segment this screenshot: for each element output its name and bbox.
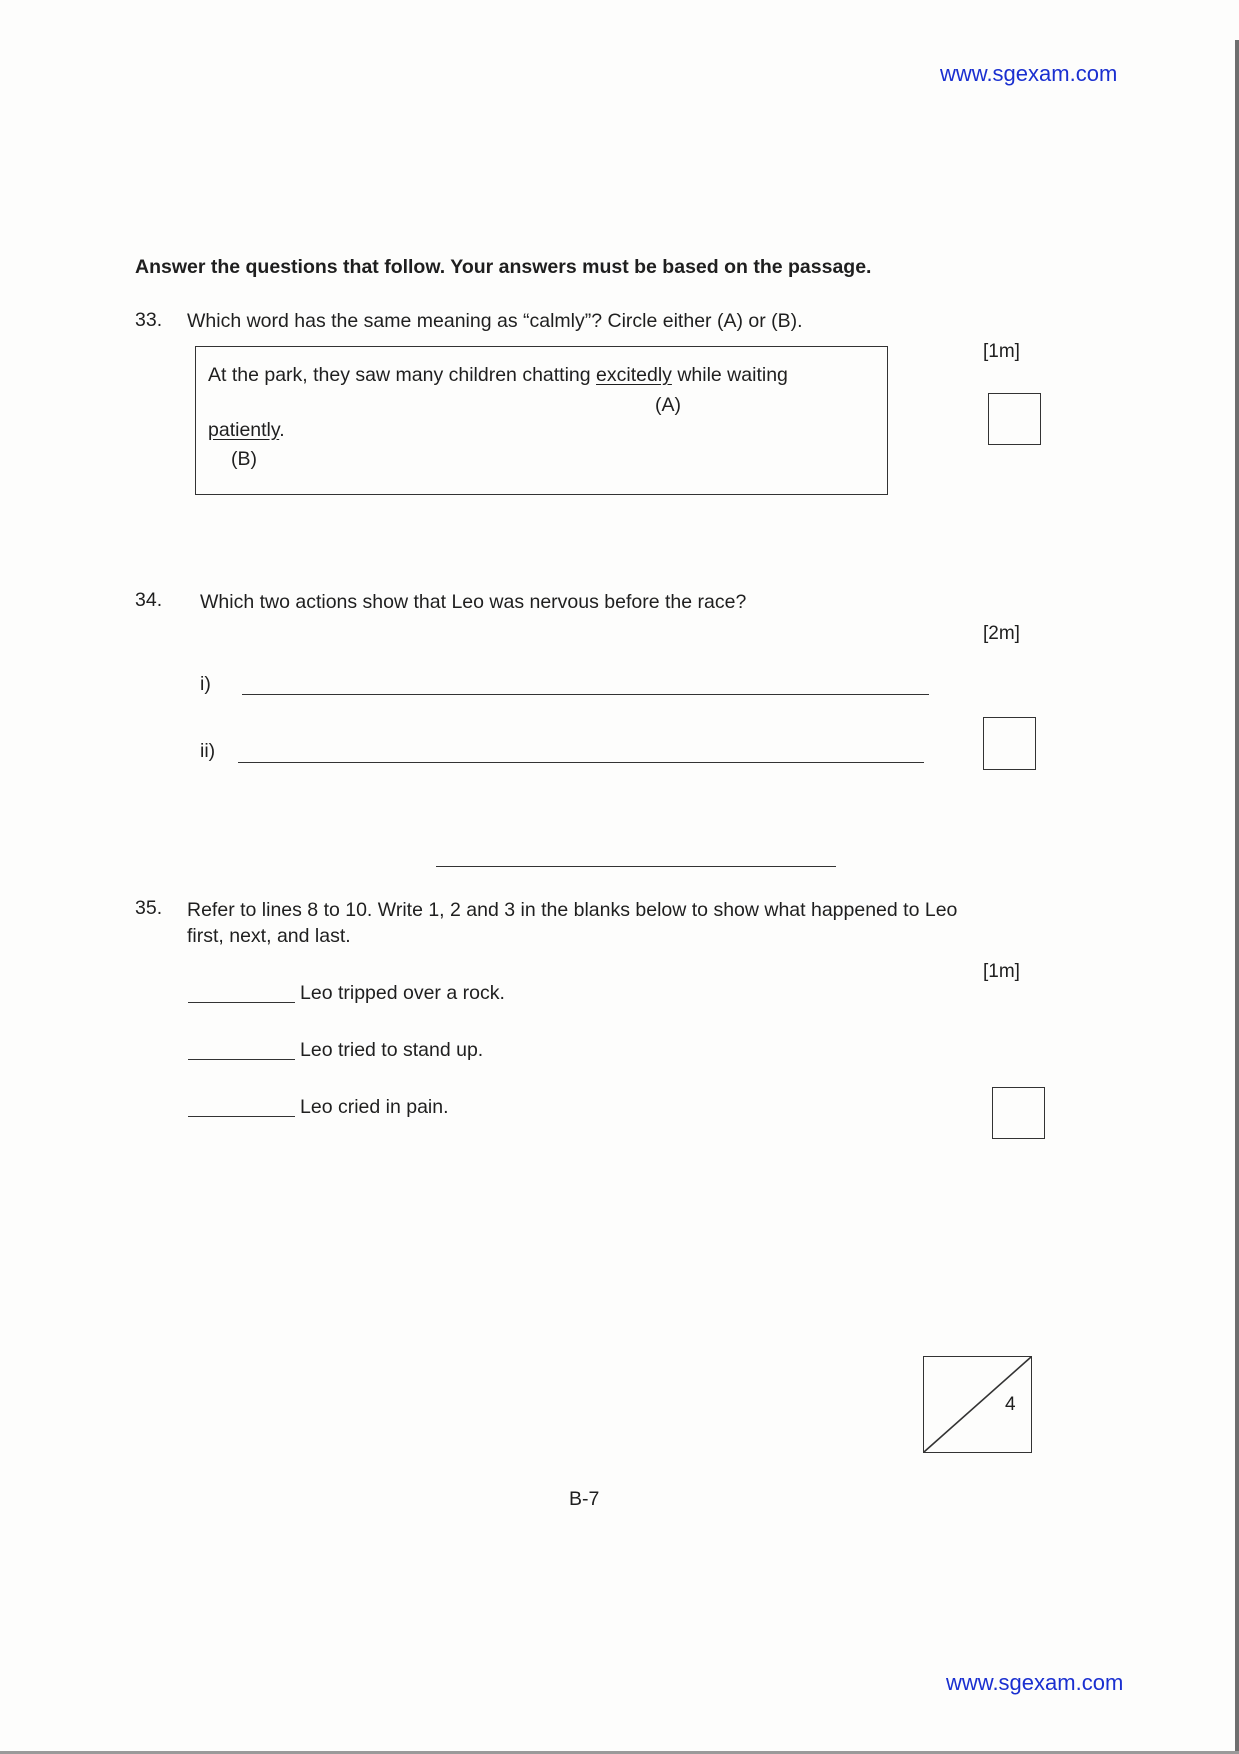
order-blank-3[interactable]	[188, 1116, 295, 1117]
marks-box	[988, 393, 1041, 445]
page-score-box	[923, 1356, 1032, 1453]
passage-text-end: .	[279, 419, 285, 441]
passage-excerpt-box	[195, 346, 888, 495]
section-instructions: Answer the questions that follow. Your answers must be based on the passage.	[135, 256, 872, 278]
event-text: Leo cried in pain.	[300, 1096, 449, 1118]
answer-label-ii: ii)	[200, 740, 216, 762]
option-b-word[interactable]: patiently	[208, 419, 280, 441]
marks-label: [1m]	[983, 341, 1020, 362]
question-text-line-2: first, next, and last.	[187, 925, 351, 947]
event-text: Leo tripped over a rock.	[300, 982, 505, 1004]
question-number: 35.	[135, 897, 163, 919]
order-blank-2[interactable]	[188, 1059, 295, 1060]
header-website: www.sgexam.com	[940, 61, 1118, 86]
question-text: Which two actions show that Leo was nervous before the race?	[200, 591, 747, 613]
answer-line-i[interactable]	[242, 694, 929, 695]
option-b-label[interactable]: (B)	[231, 448, 257, 470]
marks-box	[983, 717, 1036, 770]
order-blank-1[interactable]	[188, 1002, 295, 1003]
scan-edge-right	[1235, 40, 1239, 1754]
question-number: 33.	[135, 309, 163, 331]
page-score-total: 4	[1005, 1394, 1016, 1415]
question-number: 34.	[135, 589, 163, 611]
answer-label-i: i)	[200, 673, 211, 695]
page-number: B-7	[569, 1488, 600, 1510]
marks-box	[992, 1087, 1045, 1139]
question-text: Which word has the same meaning as “calmly”? Circle either (A) or (B).	[187, 310, 803, 332]
marks-label: [2m]	[983, 623, 1020, 644]
option-a-word[interactable]: excitedly	[596, 364, 672, 386]
question-text-line-1: Refer to lines 8 to 10. Write 1, 2 and 3 in the blanks below to show what happened to Leo	[187, 899, 958, 921]
option-a-label[interactable]: (A)	[655, 394, 681, 416]
passage-line-1	[208, 364, 788, 387]
footer-website: www.sgexam.com	[946, 1670, 1124, 1695]
event-text: Leo tried to stand up.	[300, 1039, 484, 1061]
passage-line-2	[208, 419, 285, 442]
marks-label: [1m]	[983, 961, 1020, 982]
section-divider	[436, 866, 836, 867]
passage-text-middle: while waiting	[671, 364, 788, 386]
passage-text-before: At the park, they saw many children chatting	[208, 364, 597, 386]
answer-line-ii[interactable]	[238, 762, 924, 763]
